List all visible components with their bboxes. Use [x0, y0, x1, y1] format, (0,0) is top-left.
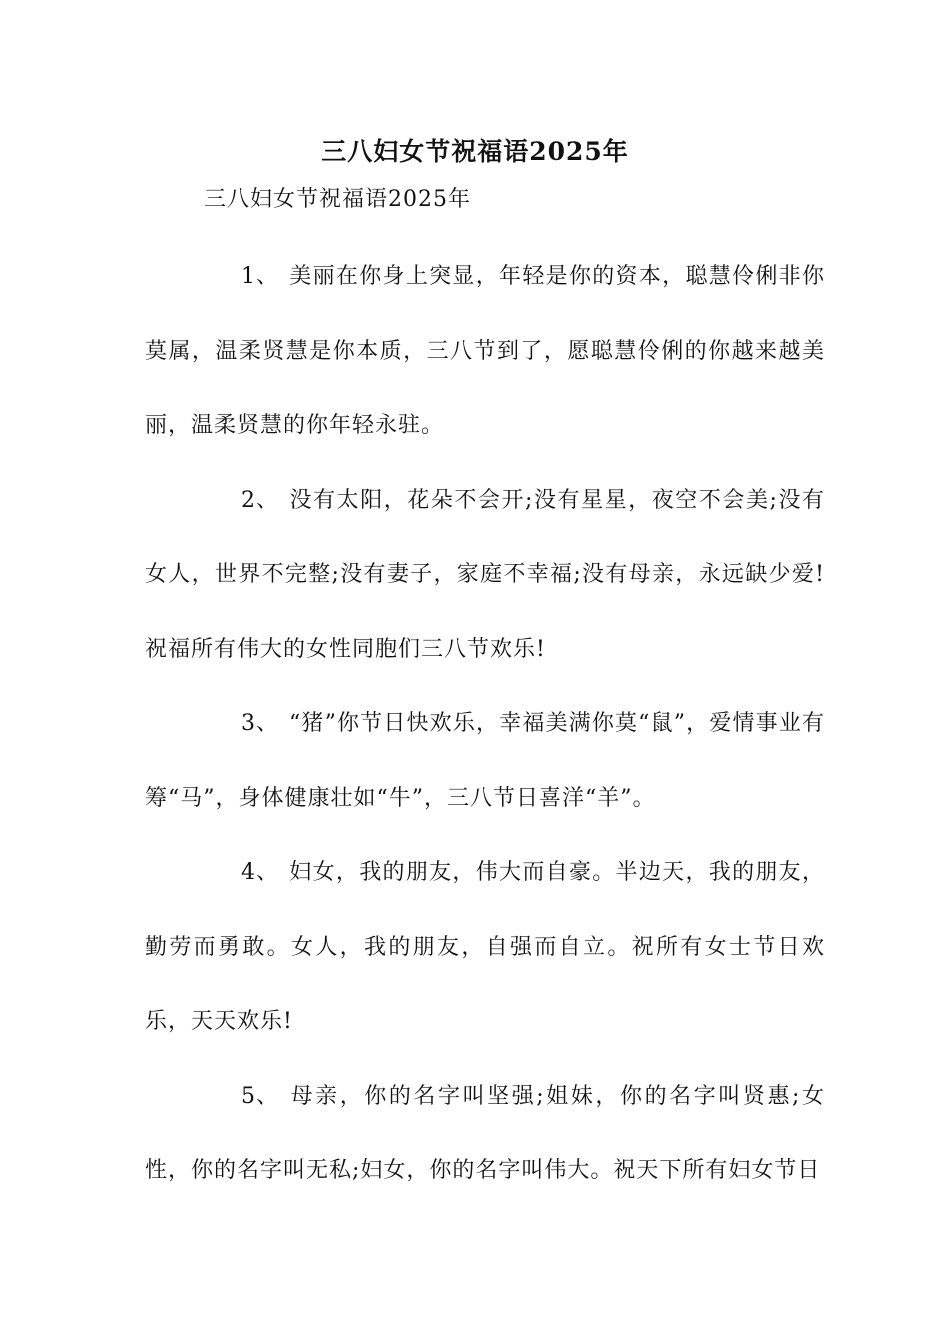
document-body — [145, 240, 825, 1209]
item-number: 3、 — [241, 711, 279, 736]
list-item — [145, 464, 825, 688]
item-text: “猪”你节日快欢乐，幸福美满你莫“鼠”，爱情事业有筹“马”，身体健康壮如“牛”，三八节日喜洋“羊”。 — [145, 711, 825, 811]
item-text: 没有太阳，花朵不会开;没有星星，夜空不会美;没有女人，世界不完整;没有妻子，家庭不幸福;没有母亲，永远缺少爱!祝福所有伟大的女性同胞们三八节欢乐! — [145, 487, 825, 662]
list-item — [145, 836, 825, 1060]
item-text: 妇女，我的朋友，伟大而自豪。半边天，我的朋友，勤劳而勇敢。女人，我的朋友，自强而自立。祝所有女士节日欢乐，天天欢乐! — [145, 860, 825, 1034]
page-title: 三八妇女节祝福语2025年 — [321, 137, 629, 166]
item-number: 1、 — [241, 264, 279, 289]
item-number: 2、 — [241, 487, 279, 513]
item-number: 4、 — [241, 860, 279, 885]
list-item — [145, 1060, 825, 1209]
list-item — [145, 687, 825, 836]
page-subtitle: 三八妇女节祝福语2025年 — [204, 187, 471, 212]
list-item — [145, 240, 825, 464]
item-text: 美丽在你身上突显，年轻是你的资本，聪慧伶俐非你莫属，温柔贤慧是你本质，三八节到了，愿聪慧伶俐的你越来越美丽，温柔贤慧的你年轻永驻。 — [145, 264, 825, 438]
item-number: 5、 — [241, 1083, 279, 1109]
item-text: 母亲，你的名字叫坚强;姐妹，你的名字叫贤惠;女性，你的名字叫无私;妇女，你的名字叫伟大。祝天下所有妇女节日 — [145, 1083, 825, 1183]
